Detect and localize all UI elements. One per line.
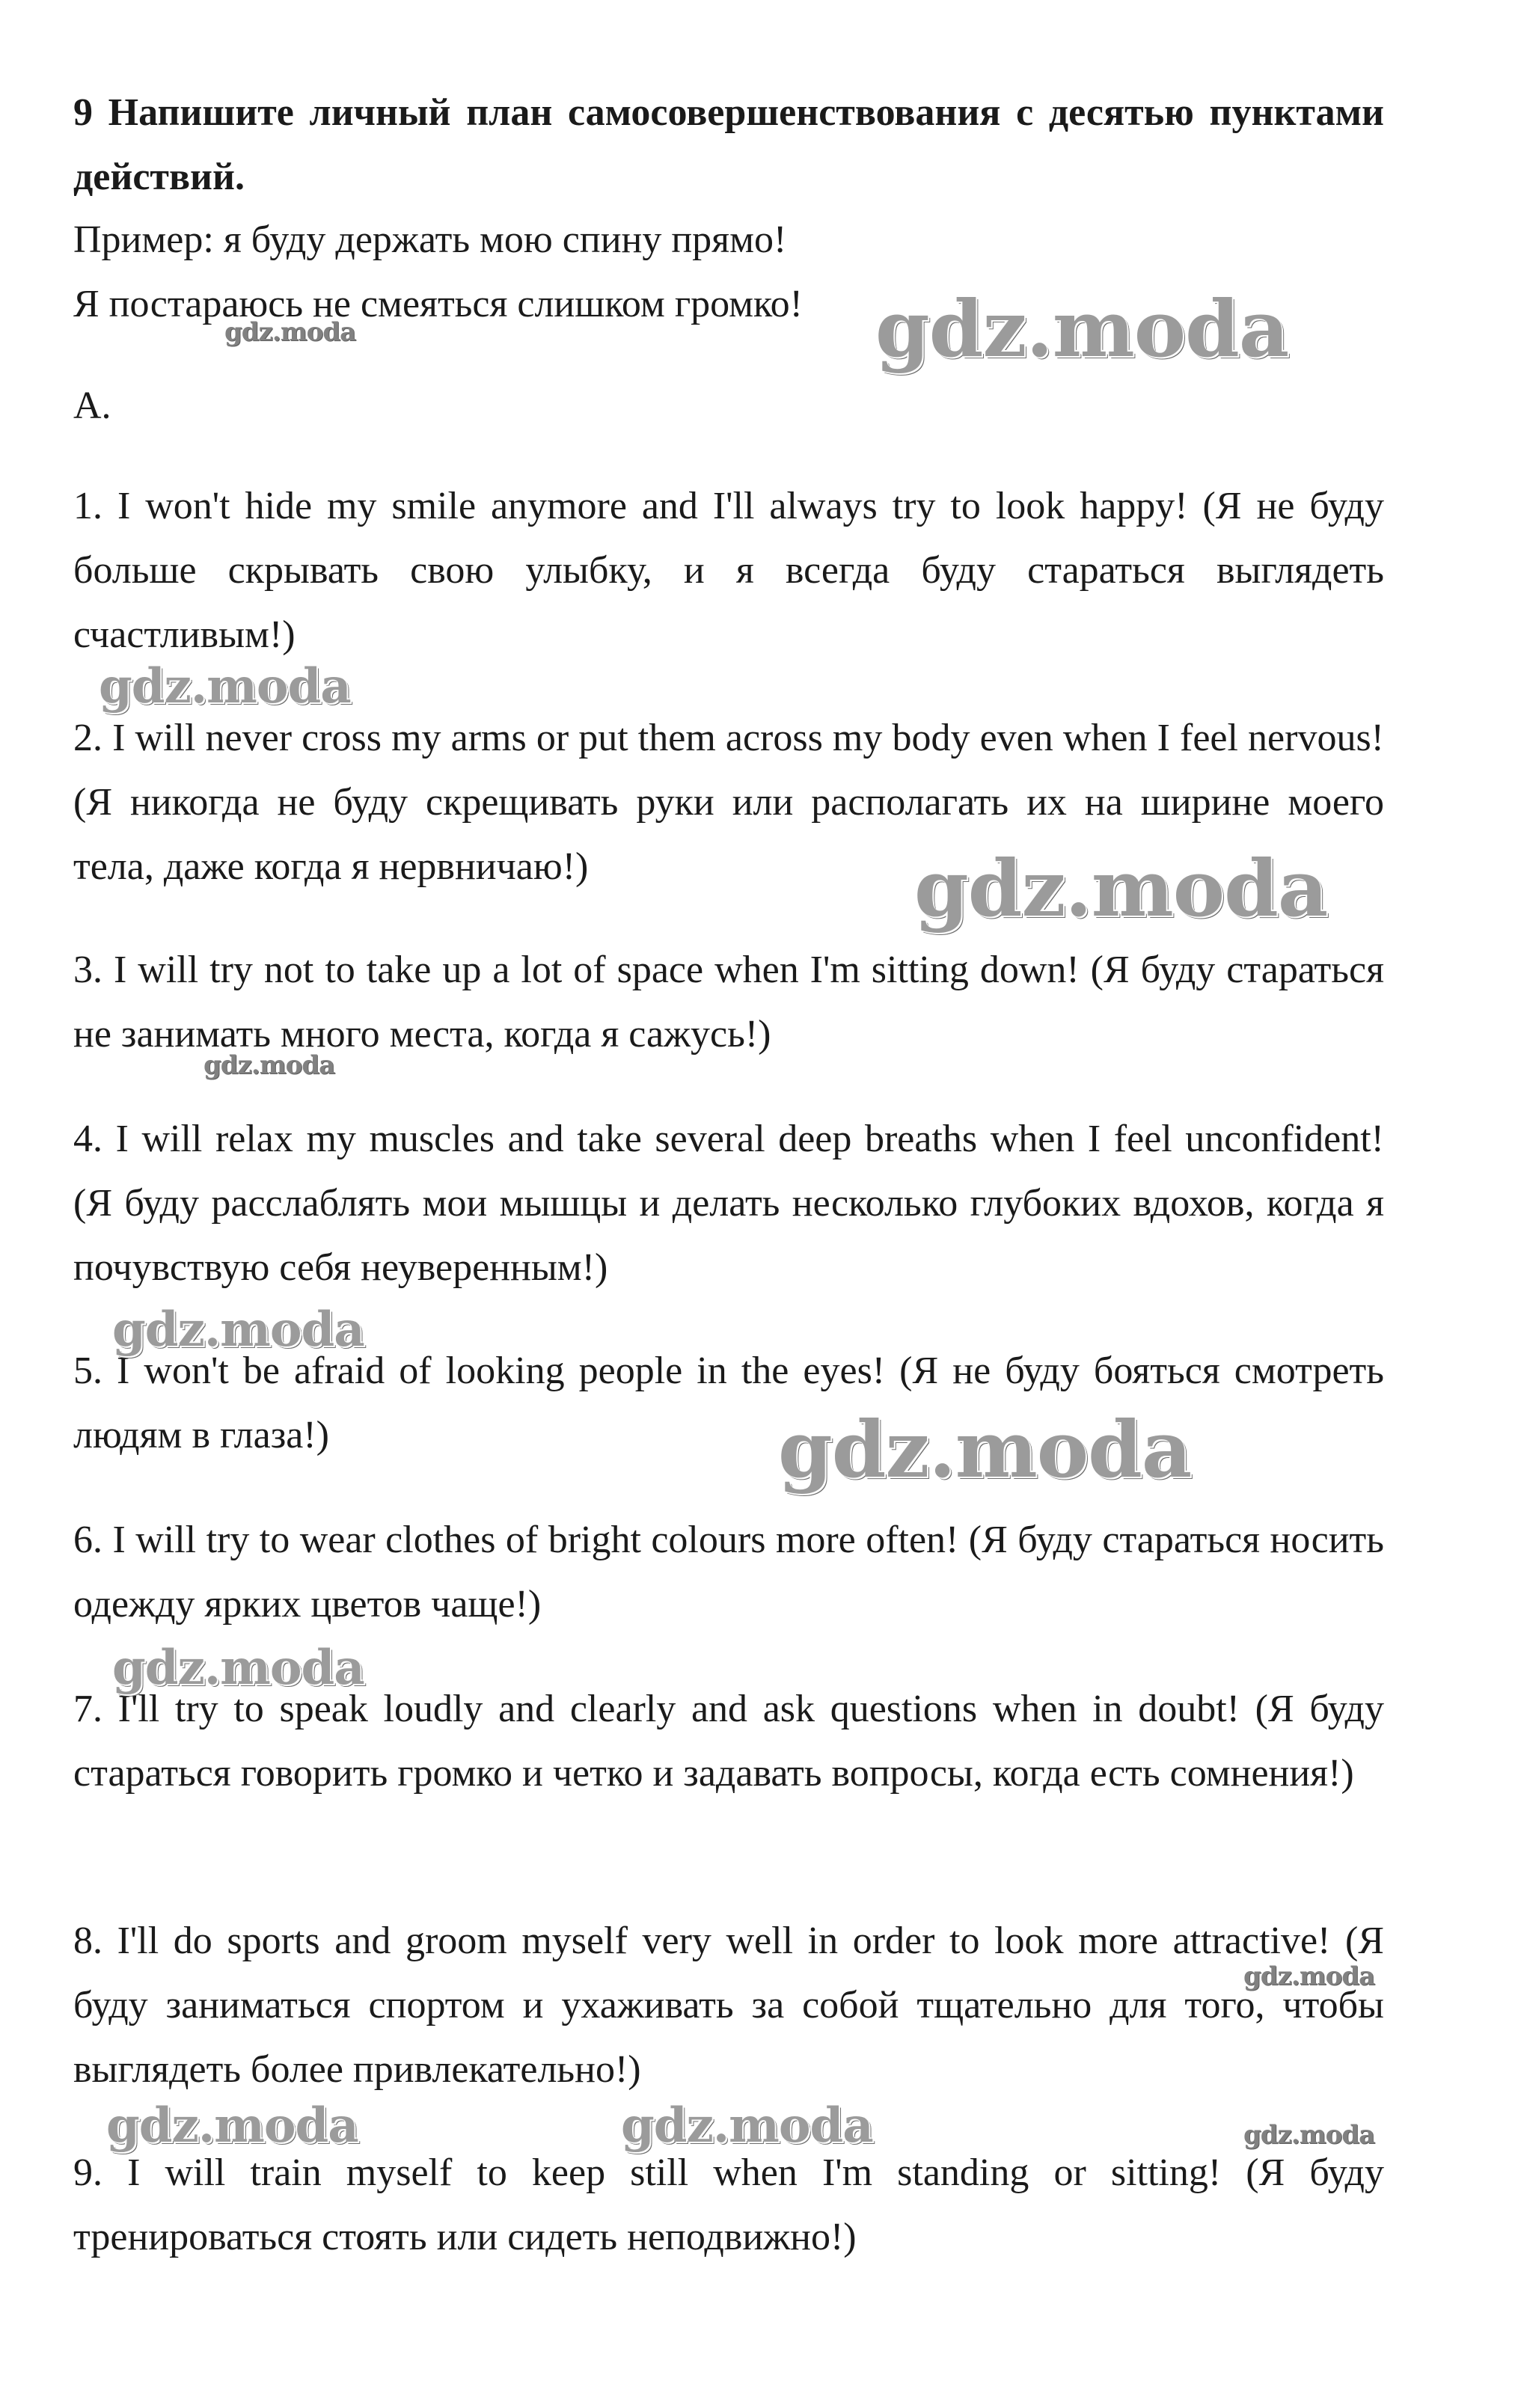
watermark: gdz.moda	[914, 842, 1328, 934]
watermark: gdz.moda	[112, 1640, 364, 1696]
section-label: A.	[73, 385, 111, 427]
watermark: gdz.moda	[1243, 2120, 1375, 2150]
task-title: 9 Напишите личный план самосовершенствования с десятью пунктами действий.	[73, 91, 1384, 198]
watermark: gdz.moda	[875, 283, 1289, 375]
watermark: gdz.moda	[1243, 1961, 1375, 1991]
plan-item-6: 6. I will try to wear clothes of bright colours more often! (Я буду стараться носить одежду ярких цветов чаще!)	[73, 1519, 1384, 1626]
plan-item-2: 2. I will never cross my arms or put them across my body even when I feel nervous! (Я никогда не буду скрещивать руки или располагать их на ширине моего тела, даже когда я нервничаю!)	[73, 717, 1384, 888]
plan-item-4: 4. I will relax my muscles and take several deep breaths when I feel unconfident! (Я буду расслаблять мои мышцы и делать несколько глубоких вдохов, когда я почувствую себя неуверенным!)	[73, 1118, 1384, 1289]
watermark: gdz.moda	[203, 1050, 335, 1080]
watermark: gdz.moda	[778, 1403, 1192, 1495]
plan-item-8: 8. I'll do sports and groom myself very well in order to look more attractive! (Я буду заниматься спортом и ухаживать за собой тщательно для того, чтобы выглядеть более привлекательно!)	[73, 1920, 1384, 2091]
watermark: gdz.moda	[112, 1302, 364, 1358]
plan-item-7: 7. I'll try to speak loudly and clearly and ask questions when in doubt! (Я буду стараться говорить громко и четко и задавать вопросы, когда есть сомнения!)	[73, 1688, 1384, 1795]
plan-item-5: 5. I won't be afraid of looking people in the eyes! (Я не буду бояться смотреть людям в глаза!)	[73, 1349, 1384, 1456]
example-line-2: Я постараюсь не смеяться слишком громко!	[73, 283, 803, 325]
watermark: gdz.moda	[621, 2098, 873, 2154]
plan-item-1: 1. I won't hide my smile anymore and I'll always try to look happy! (Я не буду больше скрывать свою улыбку, и я всегда буду стараться выглядеть счастливым!)	[73, 485, 1384, 656]
example-line-1: Пример: я буду держать мою спину прямо!	[73, 218, 787, 261]
plan-item-9: 9. I will train myself to keep still when I'm standing or sitting! (Я буду тренироваться стоять или сидеть неподвижно!)	[73, 2151, 1384, 2258]
watermark: gdz.moda	[99, 658, 351, 714]
watermark: gdz.moda	[106, 2098, 358, 2154]
plan-item-3: 3. I will try not to take up a lot of space when I'm sitting down! (Я буду стараться не занимать много места, когда я сажусь!)	[73, 949, 1384, 1056]
watermark: gdz.moda	[224, 317, 356, 347]
